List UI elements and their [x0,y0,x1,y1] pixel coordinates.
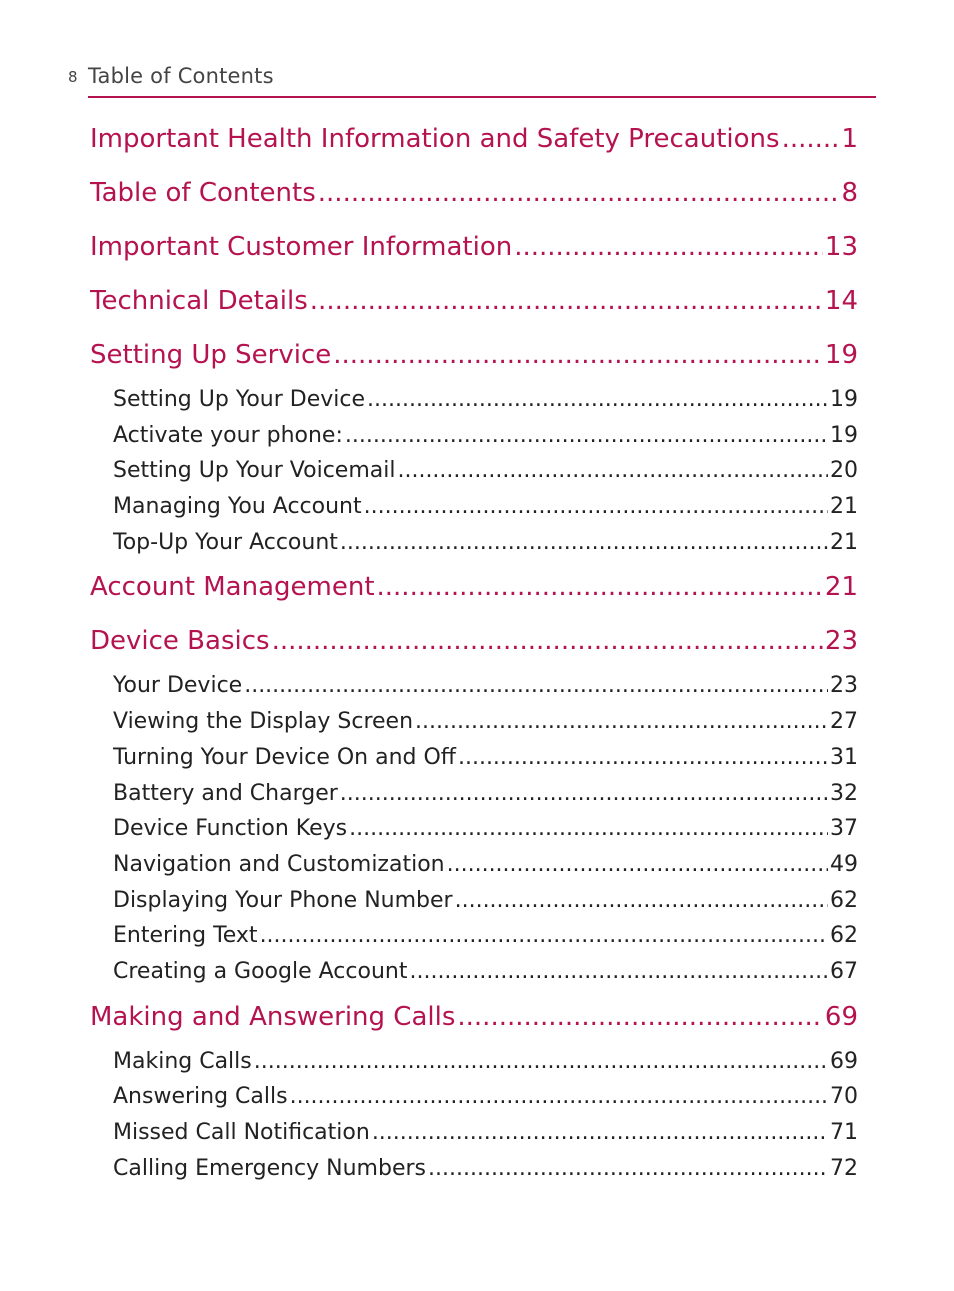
toc-entry-title: Your Device [113,673,243,699]
toc-entry-title: Setting Up Your Device [113,387,366,412]
toc-subsection[interactable] [113,1079,858,1115]
toc-entry-title: Entering Text [113,923,258,949]
toc-entry-page: 49 [830,851,858,877]
dot-leader [514,220,823,274]
toc-entry-page: 37 [830,816,858,842]
dot-leader [260,918,828,954]
toc-entry-title: Battery and Charger [113,780,338,806]
toc-entry-title: Navigation and Customization [113,851,445,877]
toc-entry-title: Activate your phone: [113,422,343,448]
toc-section[interactable] [90,112,858,166]
toc-entry-title: Technical Details [90,286,308,316]
toc-entry-page: 67 [830,958,858,984]
toc-entry-title: Managing You Account [113,494,362,520]
toc-entry-page: 19 [824,340,858,370]
toc-entry-page: 69 [830,1048,858,1074]
toc-subsection[interactable] [113,883,858,919]
toc-subsection[interactable] [113,954,858,990]
toc-entry-page: 23 [824,626,858,657]
dot-leader [458,740,828,776]
toc-entry-title: Device Function Keys [113,816,348,842]
toc-section[interactable] [90,614,858,668]
toc-entry-title: Top-Up Your Account [113,529,338,555]
page-number: 8 [68,68,78,86]
toc-entry-page: 19 [830,387,858,412]
table-of-contents [90,112,858,1186]
toc-subsection[interactable] [113,704,858,740]
toc-subsection[interactable] [113,489,858,525]
dot-leader [340,776,828,812]
toc-entry-title: Viewing the Display Screen [113,709,414,735]
page-header [68,64,876,98]
toc-subsection[interactable] [113,811,858,847]
dot-leader [290,1079,828,1115]
toc-subsection[interactable] [113,525,858,561]
toc-entry-page: 21 [830,494,858,520]
dot-leader [372,1115,828,1151]
dot-leader [409,954,828,990]
dot-leader [782,112,840,166]
dot-leader [318,166,840,220]
toc-entry-page: 20 [830,458,858,484]
toc-entry-page: 8 [841,178,858,208]
toc-subsection[interactable] [113,382,858,418]
toc-entry-page: 62 [830,923,858,949]
toc-entry-title: Device Basics [90,626,270,657]
dot-leader [272,614,823,668]
toc-entry-page: 14 [824,286,858,316]
toc-entry-page: 27 [830,709,858,735]
dot-leader [345,418,828,454]
toc-entry-page: 21 [824,572,858,603]
dot-leader [364,489,828,525]
toc-entry-page: 1 [841,124,858,154]
dot-leader [254,1044,828,1080]
toc-entry-title: Important Health Information and Safety Precautions [90,124,780,154]
toc-entry-title: Creating a Google Account [113,958,408,984]
dot-leader [455,883,828,919]
toc-subsection-list [90,382,858,560]
toc-entry-title: Answering Calls [113,1084,288,1110]
toc-entry-title: Displaying Your Phone Number [113,887,453,913]
header-title: Table of Contents [88,64,274,88]
toc-subsection[interactable] [113,776,858,812]
dot-leader [447,847,828,883]
dot-leader [457,990,823,1044]
dot-leader [428,1151,828,1187]
toc-subsection[interactable] [113,1115,858,1151]
toc-section[interactable] [90,274,858,328]
toc-entry-page: 69 [824,1001,858,1032]
toc-entry-page: 62 [830,887,858,913]
toc-entry-page: 72 [830,1155,858,1181]
toc-entry-title: Making Calls [113,1048,252,1074]
toc-section[interactable] [90,166,858,220]
dot-leader [310,274,823,328]
dot-leader [340,525,828,561]
toc-section[interactable] [90,328,858,382]
toc-entry-title: Setting Up Service [90,340,332,370]
dot-leader [333,328,823,382]
toc-section[interactable] [90,560,858,614]
toc-subsection[interactable] [113,668,858,704]
toc-subsection[interactable] [113,918,858,954]
toc-entry-page: 21 [830,529,858,555]
dot-leader [244,668,828,704]
toc-entry-page: 32 [830,780,858,806]
toc-section[interactable] [90,990,858,1044]
toc-entry-page: 13 [824,232,858,262]
toc-entry-page: 23 [830,673,858,699]
toc-subsection-list [90,668,858,989]
toc-subsection[interactable] [113,740,858,776]
toc-subsection-list [90,1044,858,1187]
header-rule [88,96,876,98]
toc-subsection[interactable] [113,1151,858,1187]
toc-entry-title: Making and Answering Calls [90,1001,456,1032]
toc-section[interactable] [90,220,858,274]
toc-entry-title: Turning Your Device On and Off [113,744,456,770]
dot-leader [397,453,828,489]
toc-entry-page: 31 [830,744,858,770]
toc-subsection[interactable] [113,453,858,489]
toc-subsection[interactable] [113,418,858,454]
toc-entry-title: Missed Call Notification [113,1120,370,1145]
toc-subsection[interactable] [113,847,858,883]
toc-entry-page: 19 [830,422,858,448]
toc-entry-title: Table of Contents [90,178,316,208]
dot-leader [367,382,828,418]
toc-entry-title: Important Customer Information [90,232,513,262]
dot-leader [377,560,823,614]
toc-entry-page: 70 [830,1084,858,1110]
toc-subsection[interactable] [113,1044,858,1080]
toc-entry-title: Account Management [90,572,375,603]
dot-leader [349,811,828,847]
toc-entry-title: Calling Emergency Numbers [113,1155,426,1181]
toc-entry-title: Setting Up Your Voicemail [113,458,396,484]
dot-leader [415,704,828,740]
toc-entry-page: 71 [830,1120,858,1145]
